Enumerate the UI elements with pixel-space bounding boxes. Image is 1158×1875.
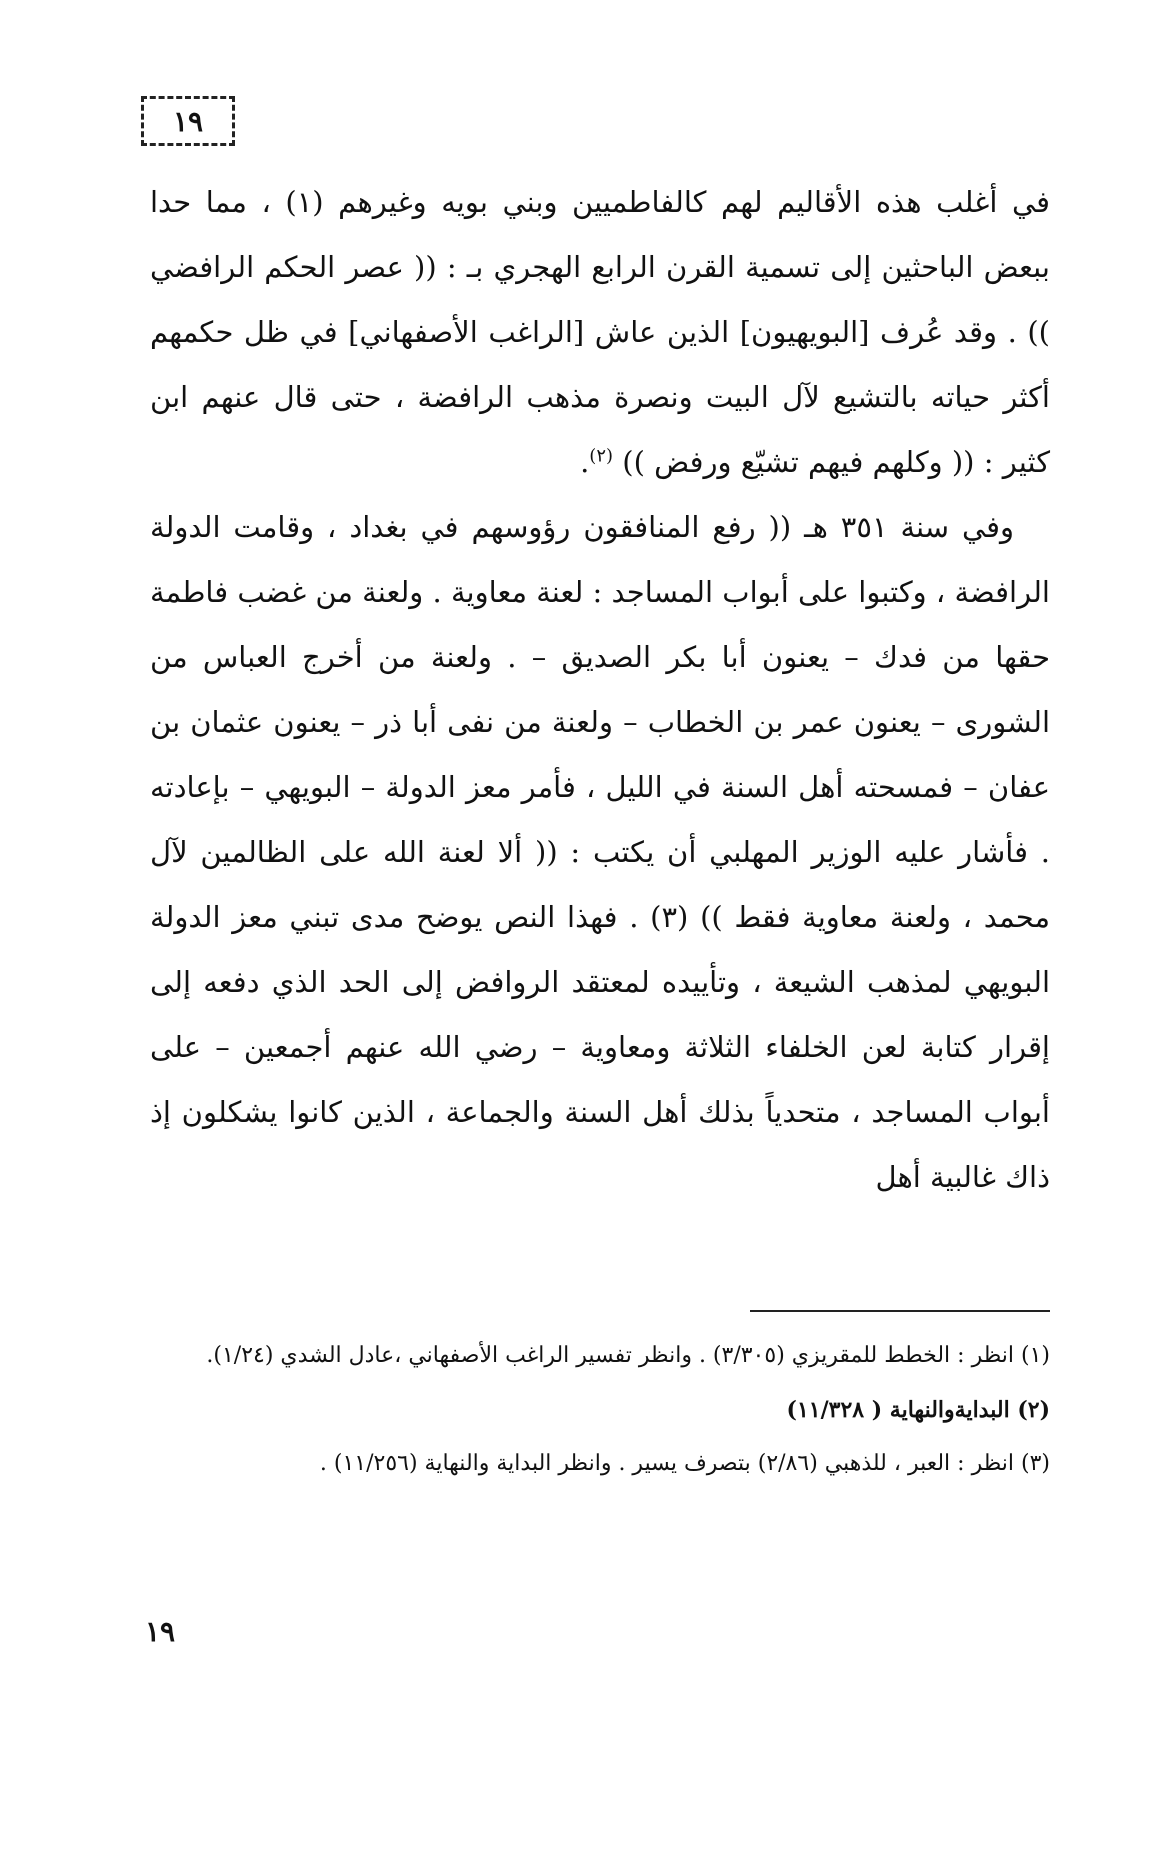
footnote-2: (٢) البدايةوالنهاية ( ١١/٣٢٨): [786, 1397, 1050, 1423]
main-text: [150, 170, 1050, 1210]
paragraph-1: [150, 170, 1050, 495]
footnote-1: (١) انظر : الخطط للمقريزي (٣/٣٠٥) . وانظر تفسير الراغب الأصفهاني ،عادل الشدي (١/٢٤).: [206, 1343, 1050, 1368]
paragraph-1-end: .: [580, 445, 590, 479]
paragraph-1-text: في أغلب هذه الأقاليم لهم كالفاطميين وبني بويه وغيرهم (١) ، مما حدا ببعض الباحثين إلى تسمية القرن الرابع الهجري بـ : (( عصر الحكم الرافضي )) . وقد عُرف [البويهيون] الذين عاش [الراغب الأصفهاني] في ظل حكمهم أكثر حياته بالتشيع لآل البيت ونصرة مذهب الرافضة ، حتى قال عنهم ابن كثير : (( وكلهم فيهم تشيّع ورفض )): [150, 185, 1051, 479]
footnote-ref-2[interactable]: (٢): [589, 445, 614, 467]
paragraph-2: وفي سنة ٣٥١ هـ (( رفع المنافقون رؤوسهم في بغداد ، وقامت الدولة الرافضة ، وكتبوا على أبواب المساجد : لعنة معاوية . ولعنة من غضب فاطمة حقها من فدك – يعنون أبا بكر الصديق – . ولعنة من أخرج العباس من الشورى – يعنون عمر بن الخطاب – ولعنة من نفى أبا ذر – يعنون عثمان بن عفان – فمسحته أهل السنة في الليل ، فأمر معز الدولة – البويهي – بإعادته . فأشار عليه الوزير المهلبي أن يكتب : (( ألا لعنة الله على الظالمين لآل محمد ، ولعنة معاوية فقط )) (٣) . فهذا النص يوضح مدى تبني معز الدولة البويهي لمذهب الشيعة ، وتأييده لمعتقد الروافض إلى الحد الذي دفعه إلى إقرار كتابة لعن الخلفاء الثلاثة ومعاوية – رضي الله عنهم أجمعين – على أبواب المساجد ، متحدياً بذلك أهل السنة والجماعة ، الذين كانوا يشكلون إذ ذاك غالبية أهل: [150, 510, 1050, 1194]
footnote-divider: [750, 1310, 1050, 1312]
page-number-header: ١٩: [172, 104, 204, 138]
footnote-3: (٣) انظر : العبر ، للذهبي (٢/٨٦) بتصرف يسير . وانظر البداية والنهاية (١١/٢٥٦) .: [319, 1451, 1050, 1476]
page-number-box: [141, 96, 235, 146]
footnotes: [150, 1335, 1050, 1497]
page-number-footer: ١٩: [145, 1615, 176, 1648]
